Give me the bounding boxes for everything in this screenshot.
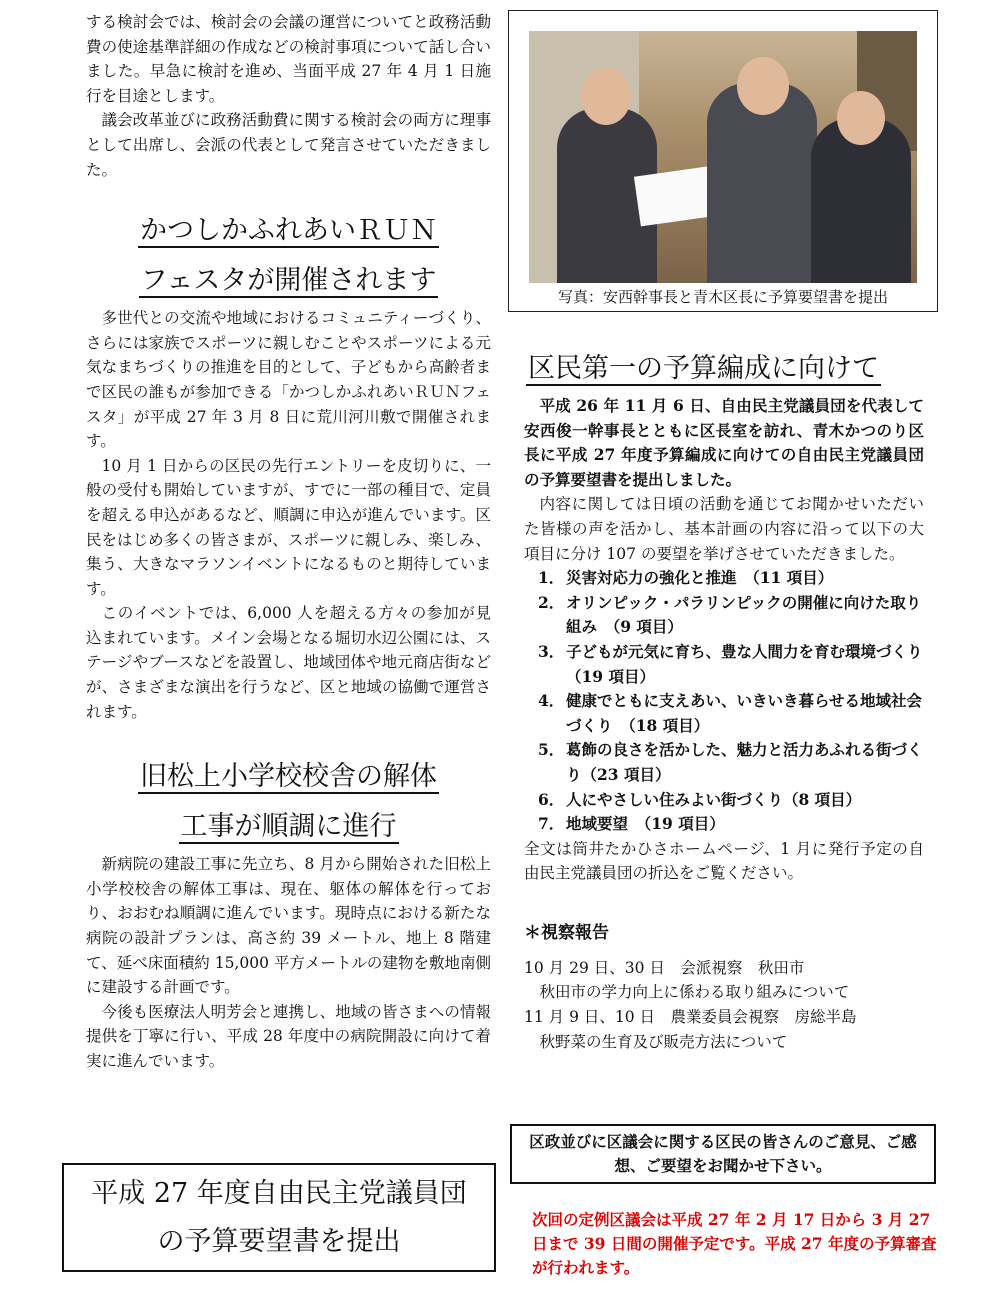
budget-bold-paragraph: 平成 26 年 11 月 6 日、自由民主党議員団を代表して安西俊一幹事長とともに区長室を訪れ、青木かつのり区長に平成 27 年度予算編成に向けての自由民主党議員団の予算要望書を提出しました。	[524, 396, 924, 489]
school-heading-line-2: 工事が順調に進行	[180, 811, 397, 843]
intro-paragraph-1: する検討会では、検討会の会議の運営についてと政務活動費の使途基準詳細の作成などの検討事項について話し合いました。早急に検討を進め、当面平成 27 年 4 月 1 日施行を目途とします。	[86, 13, 491, 105]
run-festa-heading-line-2: フェスタが開催されます	[140, 265, 437, 297]
inspection-line: 10 月 29 日、30 日 会派視察 秋田市	[524, 958, 805, 977]
photo-caption: 写真：安西幹事長と青木区長に予算要望書を提出	[557, 288, 888, 306]
meeting-photo	[529, 31, 917, 283]
budget-item: 3． 子どもが元気に育ち、豊な人間力を育む環境づくり （19 項目）	[538, 641, 939, 686]
budget-heading: 区民第一の予算編成に向けて	[528, 353, 879, 384]
inspection-line: 秋田市の学力向上に係わる取り組みについて	[524, 983, 850, 1002]
opinion-request-box: 区政並びに区議会に関する区民の皆さんのご意見、ご感想、ご要望をお聞かせ下さい。	[510, 1124, 936, 1184]
right-column	[508, 10, 940, 1054]
inspection-heading: ＊視察報告	[524, 922, 609, 943]
run-festa-heading-line-1: かつしかふれあいＲＵＮ	[140, 215, 437, 247]
run-paragraph-3: このイベントでは、6,000 人を超える方々の参加が見込まれています。メイン会場となる堀切水辺公園には、ステージやブースなどを設置し、地域団体や地元商店街などが、さまざまな演出を行うなど、区と地域の協働で運営されます。	[86, 604, 491, 721]
run-paragraph-1: 多世代との交流や地域におけるコミュニティーづくり、さらには家族でスポーツに親しむことやスポーツによる元気なまちづくりの推進を目的として、子どもから高齢者まで区民の誰もが参加できる「かつしかふれあいＲＵＮフェスタ」が平成 27 年 3 月 8 日に荒川河川敷で開催されます。	[86, 309, 491, 451]
school-heading-line-1: 旧松上小学校校舎の解体	[140, 761, 437, 793]
school-paragraph-1: 新病院の建設工事に先立ち、8 月から開始された旧松上小学校校舎の解体工事は、現在、躯体の解体を行っており、おおむね順調に進んでいます。現時点における新たな病院の設計プランは、高さ約 39 メートル、地上 8 階建て、延べ床面積約 15,000 平方メートルの建物を敷地南側に建設する計画です。	[86, 855, 491, 997]
inspection-line: 秋野菜の生育及び販売方法について	[524, 1032, 788, 1051]
fulltext-note: 全文は筒井たかひさホームページ、1 月に発行予定の自由民主党議員団の折込をご覧ください。	[524, 839, 924, 883]
intro-paragraph-2: 議会改革並びに政務活動費に関する検討会の両方に理事として出席し、会派の代表として発言させていただきました。	[86, 111, 491, 179]
photo-frame	[508, 10, 938, 312]
left-column	[86, 10, 491, 1074]
budget-item: 4． 健康でともに支えあい、いきいき暮らせる地域社会づくり （18 項目）	[538, 691, 923, 735]
budget-item: 7． 地域要望 （19 項目）	[538, 814, 725, 834]
inspection-line: 11 月 9 日、10 日 農業委員会視察 房総半島	[524, 1008, 857, 1027]
school-paragraph-2: 今後も医療法人明芳会と連携し、地域の皆さまへの情報提供を丁寧に行い、平成 28 年度中の病院開設に向けて着実に進んでいます。	[86, 1002, 491, 1070]
budget-item: 5． 葛飾の良さを活かした、魅力と活力あふれる街づくり（23 項目）	[538, 740, 923, 784]
box-title-line-1: 平成 27 年度自由民主党議員団	[91, 1178, 467, 1209]
budget-paragraph: 内容に関しては日頃の活動を通じてお聞かせいただいた皆様の声を活かし、基本計画の内容に沿って以下の大項目に分け 107 の要望を挙げさせていただきました。	[524, 495, 924, 563]
run-paragraph-2: 10 月 1 日からの区民の先行エントリーを皮切りに、一般の受付も開始していますが、すでに一部の種目で、定員を超える申込があるなど、順調に申込が進んでいます。区民をはじめ多くの皆さまが、スポーツに親しみ、楽しみ、集う、大きなマラソンイベントになるものと期待しています。	[86, 456, 491, 598]
next-session-notice: 次回の定例区議会は平成 27 年 2 月 17 日から 3 月 27 日まで 39 日間の開催予定です。平成 27 年度の予算審査が行われます。	[532, 1210, 937, 1277]
budget-request-title-box	[62, 1163, 496, 1272]
box-title-line-2: の予算要望書を提出	[157, 1226, 401, 1257]
budget-item: 1． 災害対応力の強化と推進 （11 項目）	[538, 568, 834, 588]
budget-item-list	[486, 566, 939, 837]
budget-item: 2． オリンピック・パラリンピックの開催に向けた取り組み （9 項目）	[538, 592, 922, 637]
budget-item: 6． 人にやさしい住みよい街づくり（8 項目）	[538, 789, 862, 809]
